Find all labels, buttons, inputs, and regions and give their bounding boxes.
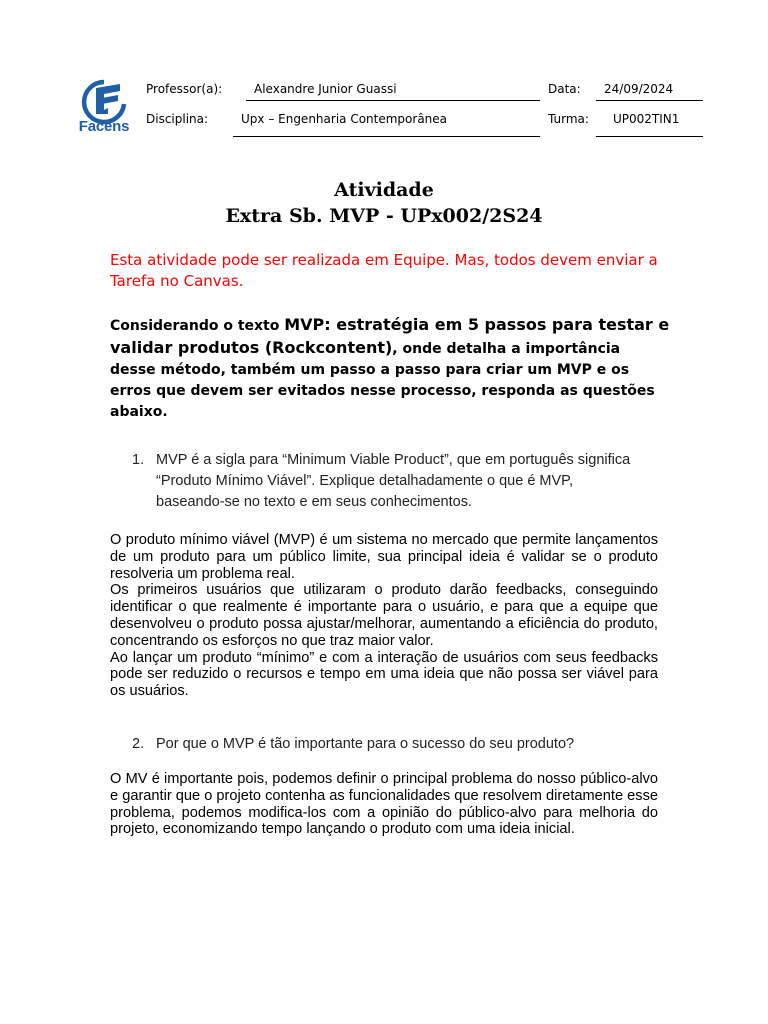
intro-paragraph bbox=[110, 314, 670, 423]
question-1-number: 1. bbox=[132, 452, 145, 468]
discipline-underline bbox=[233, 136, 540, 137]
date-label: Data: bbox=[548, 82, 581, 96]
answer-1-paragraph: Ao lançar um produto “mínimo” e com a interação de usuários com seus feedbacks pode ser reduzido o recursos e tempo em uma ideia que não possa ser viável para os usuários. bbox=[110, 649, 658, 700]
intro-article-title: MVP: estratégia em 5 passos para testar e validar produtos (Rockcontent) bbox=[110, 315, 670, 357]
question-2-text: Por que o MVP é tão importante para o sucesso do seu produto? bbox=[156, 736, 575, 752]
discipline-label: Disciplina: bbox=[146, 112, 209, 126]
class-value: UP002TIN1 bbox=[613, 112, 680, 126]
answer-2 bbox=[110, 771, 658, 838]
professor-value: Alexandre Junior Guassi bbox=[254, 82, 397, 96]
question-2-number: 2. bbox=[132, 736, 145, 752]
intro-part-3: , onde detalha a importância desse método, também um passo a passo para criar um MVP e os erros que devem ser evitados nesse processo, responda as questões abaixo. bbox=[110, 341, 655, 420]
answer-1 bbox=[110, 532, 658, 700]
answer-2-paragraph: O MV é importante pois, podemos definir o principal problema do nosso público-alvo e garantir que o projeto contenha as funcionalidades que resolvem diretamente esse problema, podemos modifica-los com a opinião do público-alvo para melhoria do projeto, economizando tempo lançando o produto com uma ideia inicial. bbox=[110, 771, 658, 838]
discipline-value: Upx – Engenharia Contemporânea bbox=[241, 112, 448, 126]
date-value: 24/09/2024 bbox=[604, 82, 674, 96]
answer-1-paragraph: Os primeiros usuários que utilizaram o produto darão feedbacks, conseguindo identificar o que realmente é importante para o usuário, e para que a equipe que desenvolveu o produto possa ajustar/melhorar, aumentando a eficiência do produto, concentrando os esforços no que traz maior valor. bbox=[110, 582, 658, 649]
date-underline bbox=[596, 100, 703, 101]
class-underline bbox=[596, 136, 703, 137]
class-label: Turma: bbox=[548, 112, 589, 126]
answer-1-paragraph: O produto mínimo viável (MVP) é um sistema no mercado que permite lançamentos de um produto para um público limite, sua principal ideia é validar se o produto resolveria um problema real. bbox=[110, 532, 658, 582]
intro-part-1: Considerando o texto bbox=[110, 318, 285, 334]
facens-logo bbox=[72, 78, 136, 140]
professor-label: Professor(a): bbox=[146, 82, 223, 96]
team-notice: Esta atividade pode ser realizada em Equipe. Mas, todos devem enviar a Tarefa no Canvas. bbox=[110, 251, 658, 290]
question-1-text: MVP é a sigla para “Minimum Viable Product”, que em português significa “Produto Mínimo Viável”. Explique detalhadamente o que é MVP, baseando-se no texto e em seus conhecimentos. bbox=[156, 452, 631, 510]
logo-text: Facens bbox=[78, 118, 130, 135]
page-subtitle: Extra Sb. MVP - UPx002/2S24 bbox=[225, 205, 543, 227]
page-title: Atividade bbox=[334, 179, 434, 201]
professor-underline bbox=[246, 100, 540, 101]
